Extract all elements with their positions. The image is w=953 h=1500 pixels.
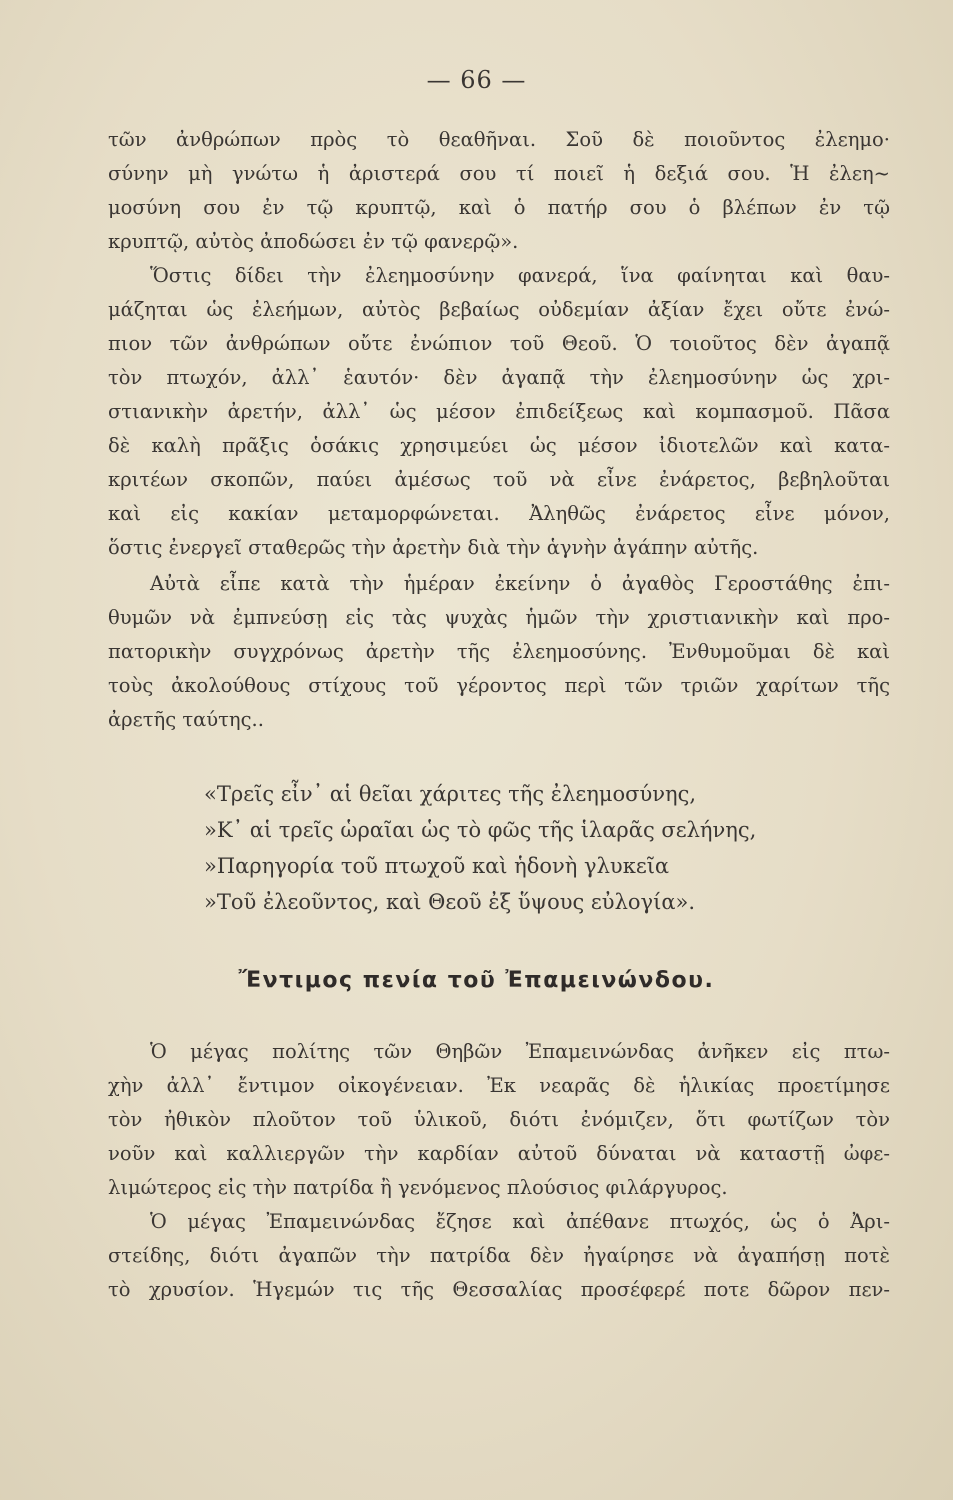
text-line: κρυπτῷ, αὐτὸς ἀποδώσει ἐν τῷ φανερῷ».: [108, 230, 519, 253]
text-line: τὸ χρυσίον. Ἡγεμών τις τῆς Θεσσαλίας προσέφερέ ποτε δῶρον πεν-: [108, 1278, 890, 1301]
text-line: τοὺς ἀκολούθους στίχους τοῦ γέροντος περὶ τῶν τριῶν χαρίτων τῆς: [108, 674, 890, 697]
text-line: πατορικὴν συγχρόνως ἀρετὴν τῆς ἐλεημοσύνης. Ἐνθυμοῦμαι δὲ καὶ: [108, 640, 890, 663]
poem-line: »Παρηγορία τοῦ πτωχοῦ καὶ ἡδονὴ γλυκεῖα: [204, 854, 670, 878]
text-line: Ὁ μέγας Ἐπαμεινώνδας ἔζησε καὶ ἀπέθανε πτωχός, ὡς ὁ Ἀρι-: [150, 1210, 890, 1233]
page-number: — 66 —: [426, 66, 527, 94]
text-line: θυμῶν νὰ ἐμπνεύσῃ εἰς τὰς ψυχὰς ἡμῶν τὴν χριστιανικὴν καὶ προ-: [108, 606, 890, 629]
text-line: τὸν ἠθικὸν πλοῦτον τοῦ ὑλικοῦ, διότι ἐνόμιζεν, ὅτι φωτίζων τὸν: [108, 1108, 890, 1131]
text-line: κριτέων σκοπῶν, παύει ἀμέσως τοῦ νὰ εἶνε ἐνάρετος, βεβηλοῦται: [108, 468, 890, 491]
text-line: καὶ εἰς κακίαν μεταμορφώνεται. Ἀληθῶς ἐνάρετος εἶνε μόνον,: [108, 502, 890, 525]
section-heading: Ἔντιμος πενία τοῦ Ἐπαμεινώνδου.: [238, 968, 715, 993]
poem-line: »Τοῦ ἐλεοῦντος, καὶ Θεοῦ ἐξ ὕψους εὐλογία».: [204, 890, 696, 914]
text-line: πιον τῶν ἀνθρώπων οὔτε ἐνώπιον τοῦ Θεοῦ. Ὁ τοιοῦτος δὲν ἀγαπᾷ: [108, 332, 890, 355]
text-line: χὴν ἀλλ᾽ ἔντιμον οἰκογένειαν. Ἐκ νεαρᾶς δὲ ἡλικίας προετίμησε: [108, 1074, 890, 1097]
text-line: ἀρετῆς ταύτης..: [108, 708, 264, 731]
text-line: μάζηται ὡς ἐλεήμων, αὐτὸς βεβαίως οὐδεμίαν ἀξίαν ἔχει οὔτε ἐνώ-: [108, 298, 890, 321]
poem-line: «Τρεῖς εἶν᾽ αἱ θεῖαι χάριτες τῆς ἐλεημοσύνης,: [204, 782, 697, 806]
poem-line: »Κ᾽ αἱ τρεῖς ὡραῖαι ὡς τὸ φῶς τῆς ἱλαρᾶς σελήνης,: [204, 818, 757, 842]
text-line: στείδης, διότι ἀγαπῶν τὴν πατρίδα δὲν ἠγαίρησε νὰ ἀγαπήσῃ ποτὲ: [108, 1244, 890, 1267]
text-line: λιμώτερος εἰς τὴν πατρίδα ἢ γενόμενος πλούσιος φιλάργυρος.: [108, 1176, 728, 1199]
text-line: δὲ καλὴ πρᾶξις ὁσάκις χρησιμεύει ὡς μέσον ἰδιοτελῶν καὶ κατα-: [108, 434, 890, 457]
text-line: τὸν πτωχόν, ἀλλ᾽ ἑαυτόν· δὲν ἀγαπᾷ τὴν ἐλεημοσύνην ὡς χρι-: [108, 366, 890, 389]
text-line: σύνην μὴ γνώτω ἡ ἀριστερά σου τί ποιεῖ ἡ δεξιά σου. Ἡ ἐλεη~: [108, 162, 890, 185]
text-line: Ὅστις δίδει τὴν ἐλεημοσύνην φανερά, ἵνα φαίνηται καὶ θαυ-: [150, 264, 890, 287]
text-line: Αὐτὰ εἶπε κατὰ τὴν ἡμέραν ἐκείνην ὁ ἀγαθὸς Γεροστάθης ἐπι-: [150, 572, 890, 595]
text-line: στιανικὴν ἀρετήν, ἀλλ᾽ ὡς μέσον ἐπιδείξεως καὶ κομπασμοῦ. Πᾶσα: [108, 400, 890, 423]
text-line: τῶν ἀνθρώπων πρὸς τὸ θεαθῆναι. Σοῦ δὲ ποιοῦντος ἐλεημο·: [108, 128, 890, 151]
text-line: Ὁ μέγας πολίτης τῶν Θηβῶν Ἐπαμεινώνδας ἀνῆκεν εἰς πτω-: [150, 1040, 890, 1063]
text-line: μοσύνη σου ἐν τῷ κρυπτῷ, καὶ ὁ πατήρ σου ὁ βλέπων ἐν τῷ: [108, 196, 890, 219]
text-line: νοῦν καὶ καλλιεργῶν τὴν καρδίαν αὐτοῦ δύναται νὰ καταστῇ ὠφε-: [108, 1142, 890, 1165]
text-line: ὅστις ἐνεργεῖ σταθερῶς τὴν ἀρετὴν διὰ τὴν ἁγνὴν ἀγάπην αὐτῆς.: [108, 536, 759, 559]
